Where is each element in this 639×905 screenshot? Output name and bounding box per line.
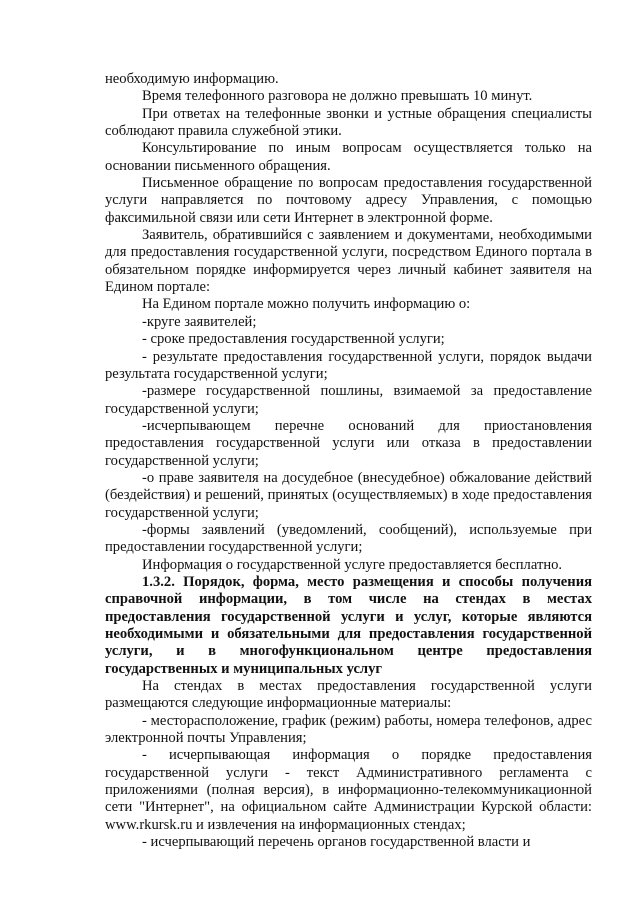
paragraph-6: Заявитель, обратившийся с заявлением и документами, необходимыми для предоставления государственной услуги, посредством Единого портала в обязательном порядке информируется через личный кабинет заявителя на Едином портале: xyxy=(105,227,592,296)
list-item-terms: - сроке предоставления государственной услуги; xyxy=(142,331,445,348)
paragraph-free-of-charge: Информация о государственной услуге предоставляется бесплатно. xyxy=(142,556,563,573)
paragraph-7: На Едином портале можно получить информацию о: xyxy=(142,296,471,313)
list-item-appeal: -о праве заявителя на досудебное (внесудебное) обжалование действий (бездействия) и решений, принятых (осуществляемых) в ходе предоставления государственной услуги; xyxy=(105,469,592,521)
list-item-authorities: - исчерпывающий перечень органов государственной власти и xyxy=(142,834,531,851)
section-heading-1-3-2: 1.3.2. Порядок, форма, место размещения и способы получения справочной информации, в том числе на стендах в местах предоставления государственной услуги и услуг, которые являются необходимыми и обязательными для предоставления государственной услуги, и в многофункциональном центре предоставления государственных и муниципальных услуг xyxy=(105,573,592,677)
paragraph-3: При ответах на телефонные звонки и устные обращения специалисты соблюдают правила служебной этики. xyxy=(105,105,592,140)
document-page xyxy=(105,71,592,851)
list-item-grounds: -исчерпывающем перечне оснований для приостановления предоставления государственной услуги или отказа в предоставлении государственной услуги; xyxy=(105,417,592,469)
list-item-result: - результате предоставления государственной услуги, порядок выдачи результата государственной услуги; xyxy=(105,348,592,382)
paragraph-5: Письменное обращение по вопросам предоставления государственной услуги направляется по почтовому адресу Управления, с помощью факсимильной связи или сети Интернет в электронной форме. xyxy=(105,175,592,226)
paragraph-1: необходимую информацию. xyxy=(105,71,279,87)
paragraph-stands: На стендах в местах предоставления государственной услуги размещаются следующие информационные материалы: xyxy=(105,678,592,712)
list-item-forms: -формы заявлений (уведомлений, сообщений), используемые при предоставлении государственной услуги; xyxy=(105,521,592,556)
list-item-applicants: -круге заявителей; xyxy=(142,313,257,330)
list-item-full-info: - исчерпывающая информация о порядке предоставления государственной услуги - текст Административного регламента с приложениями (полная версия), в информационно-телекоммуникационной сети "Интернет", на официальном сайте Администрации Курской области: www.rkursk.ru и извлечения на информационных стендах; xyxy=(105,747,592,833)
paragraph-2: Время телефонного разговора не должно превышать 10 минут. xyxy=(142,88,533,105)
list-item-fee: -размере государственной пошлины, взимаемой за предоставление государственной услуги; xyxy=(105,383,592,417)
paragraph-4: Консультирование по иным вопросам осуществляется только на основании письменного обращения. xyxy=(105,140,592,174)
list-item-location: - месторасположение, график (режим) работы, номера телефонов, адрес электронной почты Управления; xyxy=(105,712,592,747)
